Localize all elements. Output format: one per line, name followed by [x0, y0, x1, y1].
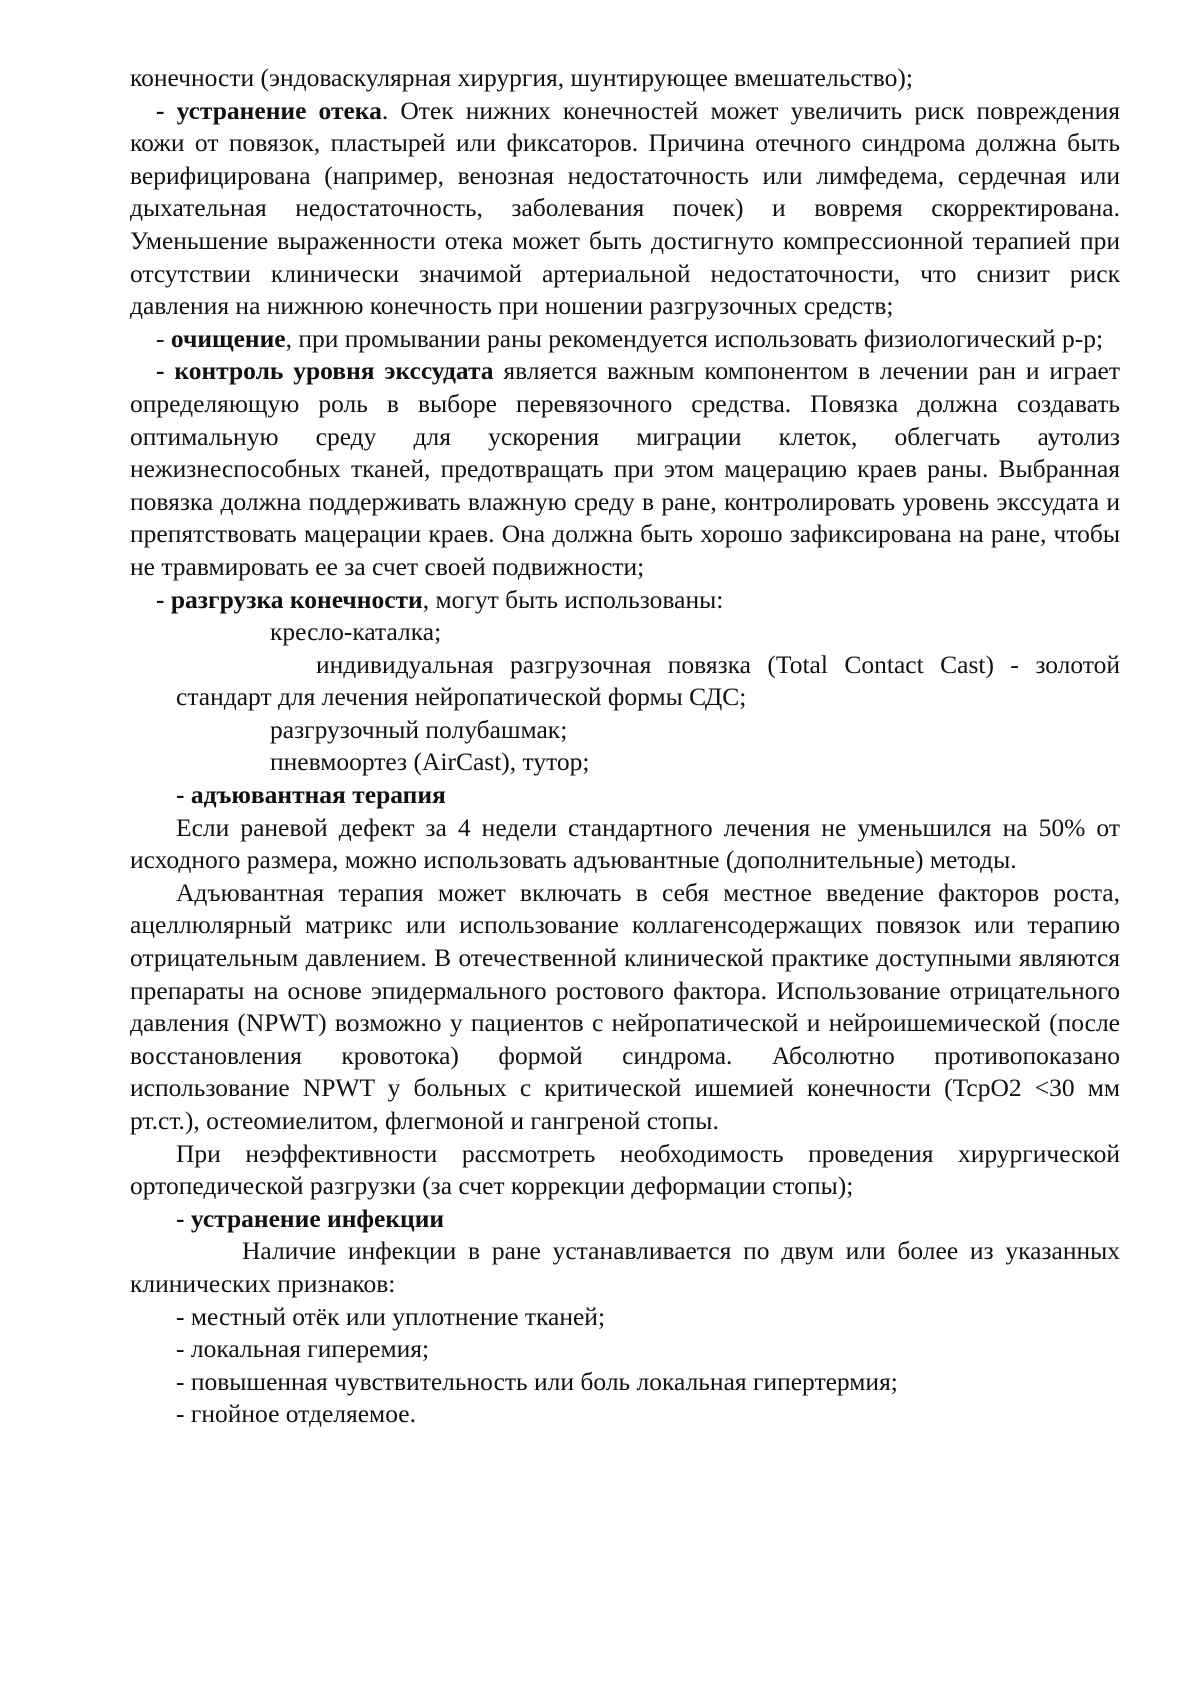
paragraph: [130, 1235, 1120, 1300]
sub-item-text: пневмоортез (AirCast), тутор;: [270, 747, 590, 777]
paragraph-offloading: [130, 584, 1120, 617]
paragraph: [130, 877, 1120, 1138]
paragraph-continuation: [130, 62, 1120, 95]
paragraph-text: Адъювантная терапия может включать в себя местное введение факторов роста, ацеллюлярный матрикс или использование коллагенсодержащих повязок или терапию отрицательным давлением. В отечественной клинической практике доступными являются препараты на основе эпидермального ростового фактора. Использование отрицательного давления (NPWT) возможно у пациентов с нейропатической и нейроишемической (после восстановления кровотока) формой синдрома. Абсолютно противопоказано использование NPWT у больных с критической ишемией конечности (TcpO2 <30 мм рт.ст.), остеомиелитом, флегмоной и гангреной стопы.: [130, 877, 1120, 1135]
paragraph-text: Наличие инфекции в ране устанавливается по двум или более из указанных клинических признаков:: [130, 1236, 1120, 1298]
item-heading: очищение: [170, 323, 286, 353]
paragraph-text: При неэффективности рассмотреть необходимость проведения хирургической ортопедической разгрузки (за счет коррекции деформации стопы);: [130, 1138, 1120, 1201]
list-item: [130, 1333, 1120, 1366]
sub-item-text: разгрузочный полубашмак;: [270, 714, 568, 744]
item-heading: - разгрузка конечности: [156, 584, 423, 614]
list-item: [130, 1301, 1120, 1334]
section-heading: [130, 1203, 1120, 1236]
paragraph-edema: [130, 95, 1120, 323]
paragraph-text: Если раневой дефект за 4 недели стандартного лечения не уменьшился на 50% от исходного размера, можно использовать адъювантные (дополнительные) методы.: [130, 812, 1120, 875]
sub-item: [130, 616, 1120, 649]
section-heading-text: - устранение инфекции: [176, 1203, 445, 1233]
paragraph-text: , могут быть использованы:: [422, 584, 724, 614]
section-heading-text: - адъювантная терапия: [176, 780, 446, 810]
sub-item: [130, 649, 1120, 714]
paragraph-cleaning: [130, 323, 1120, 356]
item-heading: - контроль уровня экссудата: [156, 356, 494, 386]
list-item-text: - повышенная чувствительность или боль локальная гипертермия;: [176, 1366, 898, 1396]
document-page: [130, 62, 1120, 1431]
item-dash: -: [156, 323, 171, 353]
list-item: [130, 1366, 1120, 1399]
paragraph-text: конечности (эндоваскулярная хирургия, шунтирующее вмешательство);: [130, 63, 913, 92]
list-item: [130, 1398, 1120, 1431]
item-heading: - устранение отека: [156, 95, 382, 125]
list-item-text: - местный отёк или уплотнение тканей;: [176, 1301, 606, 1331]
sub-item: [130, 746, 1120, 779]
list-item-text: - гнойное отделяемое.: [176, 1399, 416, 1429]
paragraph-text: является важным компонентом в лечении ран и играет определяющую роль в выборе перевязочного средства. Повязка должна создавать оптимальную среду для ускорения миграции клеток, облегчать аутолиз нежизнеспособных тканей, предотвращать при этом мацерацию краев раны. Выбранная повязка должна поддерживать влажную среду в ране, контролировать уровень экссудата и препятствовать мацерации краев. Она должна быть хорошо зафиксирована на ране, чтобы не травмировать ее за счет своей подвижности;: [130, 356, 1120, 581]
paragraph-text: . Отек нижних конечностей может увеличить риск повреждения кожи от повязок, пластырей или фиксаторов. Причина отечного синдрома должна быть верифицирована (например, венозная недостаточность или лимфедема, сердечная или дыхательная недостаточность, заболевания почек) и вовремя скорректирована. Уменьшение выраженности отека может быть достигнуто компрессионной терапией при отсутствии клинически значимой артериальной недостаточности, что снизит риск давления на нижнюю конечность при ношении разгрузочных средств;: [130, 95, 1120, 321]
sub-item-text: кресло-каталка;: [270, 617, 442, 647]
paragraph-text: , при промывании раны рекомендуется использовать физиологический р-р;: [285, 323, 1104, 353]
paragraph-exudate: [130, 355, 1120, 583]
sub-item-text: индивидуальная разгрузочная повязка (Total Contact Cast) - золотой стандарт для лечения нейропатической формы СДС;: [176, 649, 1120, 712]
paragraph: [130, 1138, 1120, 1203]
sub-item: [130, 714, 1120, 747]
section-heading: [130, 779, 1120, 812]
list-item-text: - локальная гиперемия;: [176, 1334, 430, 1364]
paragraph: [130, 812, 1120, 877]
